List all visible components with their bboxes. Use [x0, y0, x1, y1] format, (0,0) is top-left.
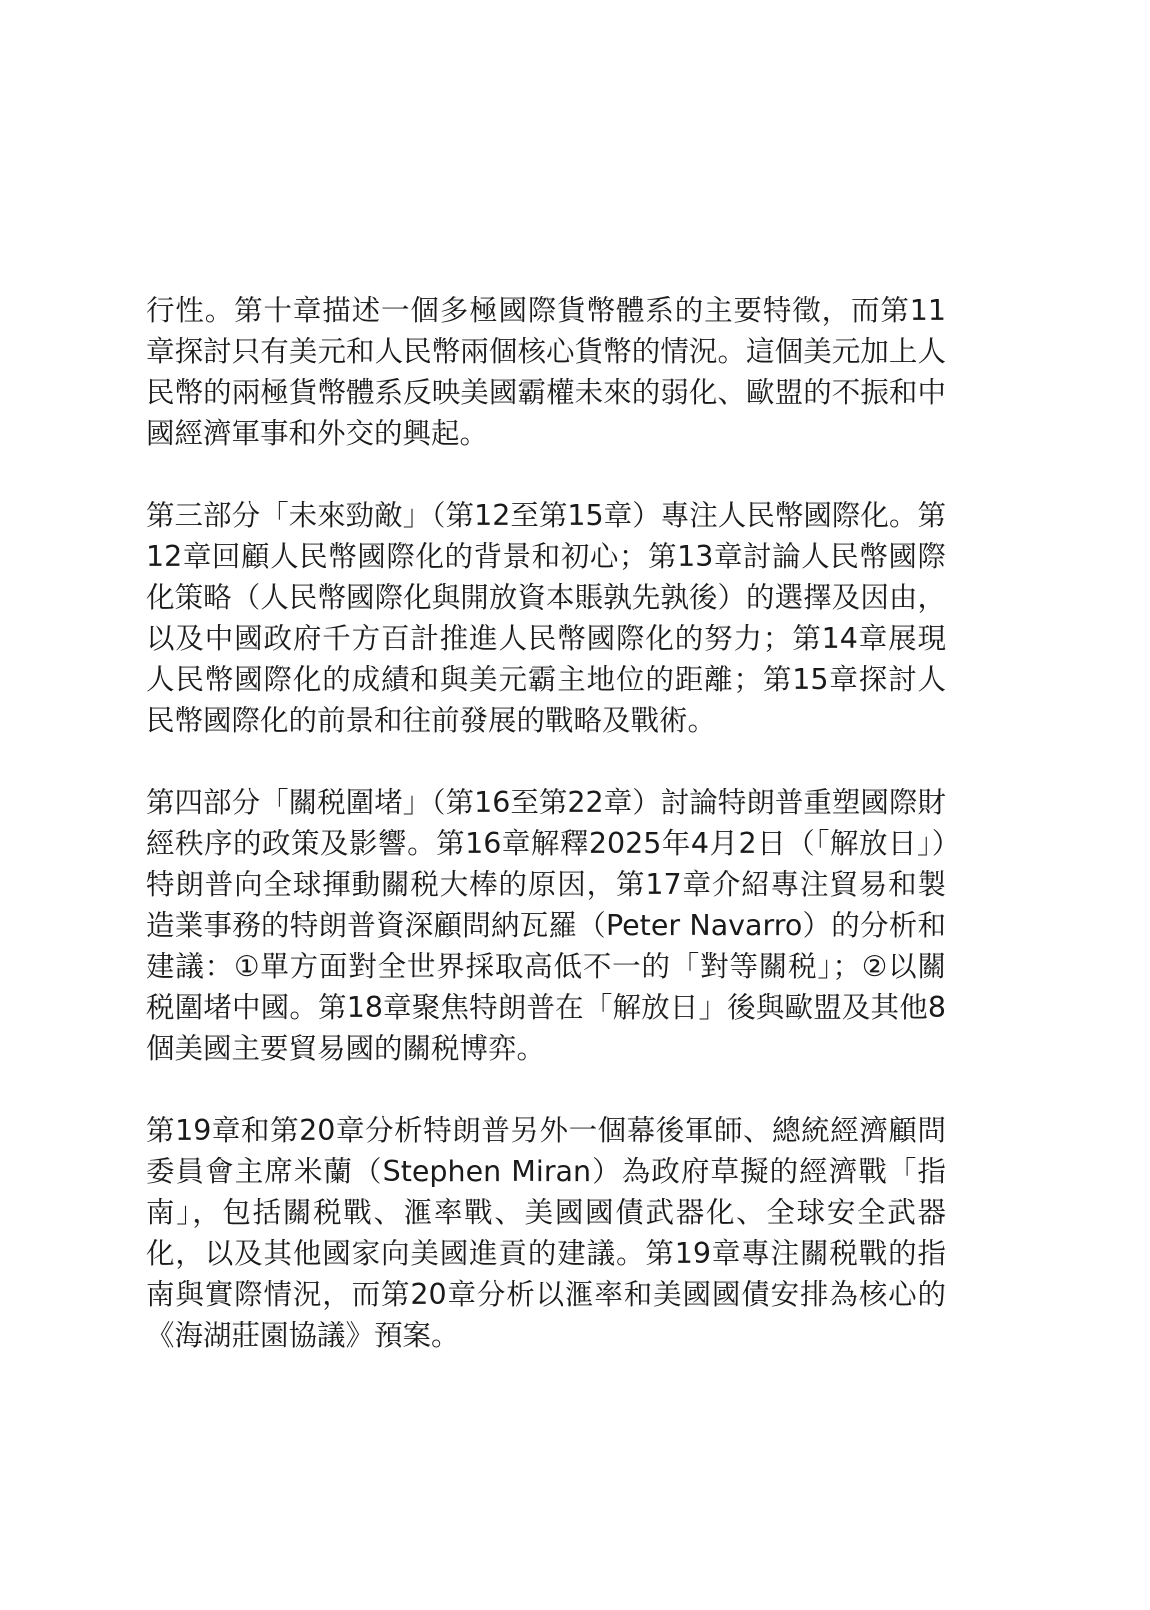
paragraph-4: 第19章和第20章分析特朗普另外一個幕後軍師、總統經濟顧問委員會主席米蘭（Stephen Miran）為政府草擬的經濟戰「指南」，包括關税戰、滙率戰、美國國債武器化、全球安全武器化，以及其他國家向美國進貢的建議。第19章專注關税戰的指南與實際情況，而第20章分析以滙率和美國國債安排為核心的《海湖莊園協議》預案。 — [146, 1114, 946, 1352]
paragraph-2: 第三部分「未來勁敵」（第12至第15章）專注人民幣國際化。第12章回顧人民幣國際化的背景和初心；第13章討論人民幣國際化策略（人民幣國際化與開放資本賬孰先孰後）的選擇及因由，以及中國政府千方百計推進人民幣國際化的努力；第14章展現人民幣國際化的成績和與美元霸主地位的距離；第15章探討人民幣國際化的前景和往前發展的戰略及戰術。 — [146, 499, 946, 737]
paragraph-1: 行性。第十章描述一個多極國際貨幣體系的主要特徵，而第11章探討只有美元和人民幣兩個核心貨幣的情況。這個美元加上人民幣的兩極貨幣體系反映美國霸權未來的弱化、歐盟的不振和中國經濟軍事和外交的興起。 — [146, 294, 946, 450]
paragraph-3: 第四部分「關税圍堵」（第16至第22章）討論特朗普重塑國際財經秩序的政策及影響。第16章解釋2025年4月2日（「解放日」）特朗普向全球揮動關税大棒的原因，第17章介紹專注貿易和製造業事務的特朗普資深顧問納瓦羅（Peter Navarro）的分析和建議：①單方面對全世界採取高低不一的「對等關税」；②以關税圍堵中國。第18章聚焦特朗普在「解放日」後與歐盟及其他8個美國主要貿易國的關税博弈。 — [146, 786, 946, 1065]
document-body — [146, 290, 946, 1356]
